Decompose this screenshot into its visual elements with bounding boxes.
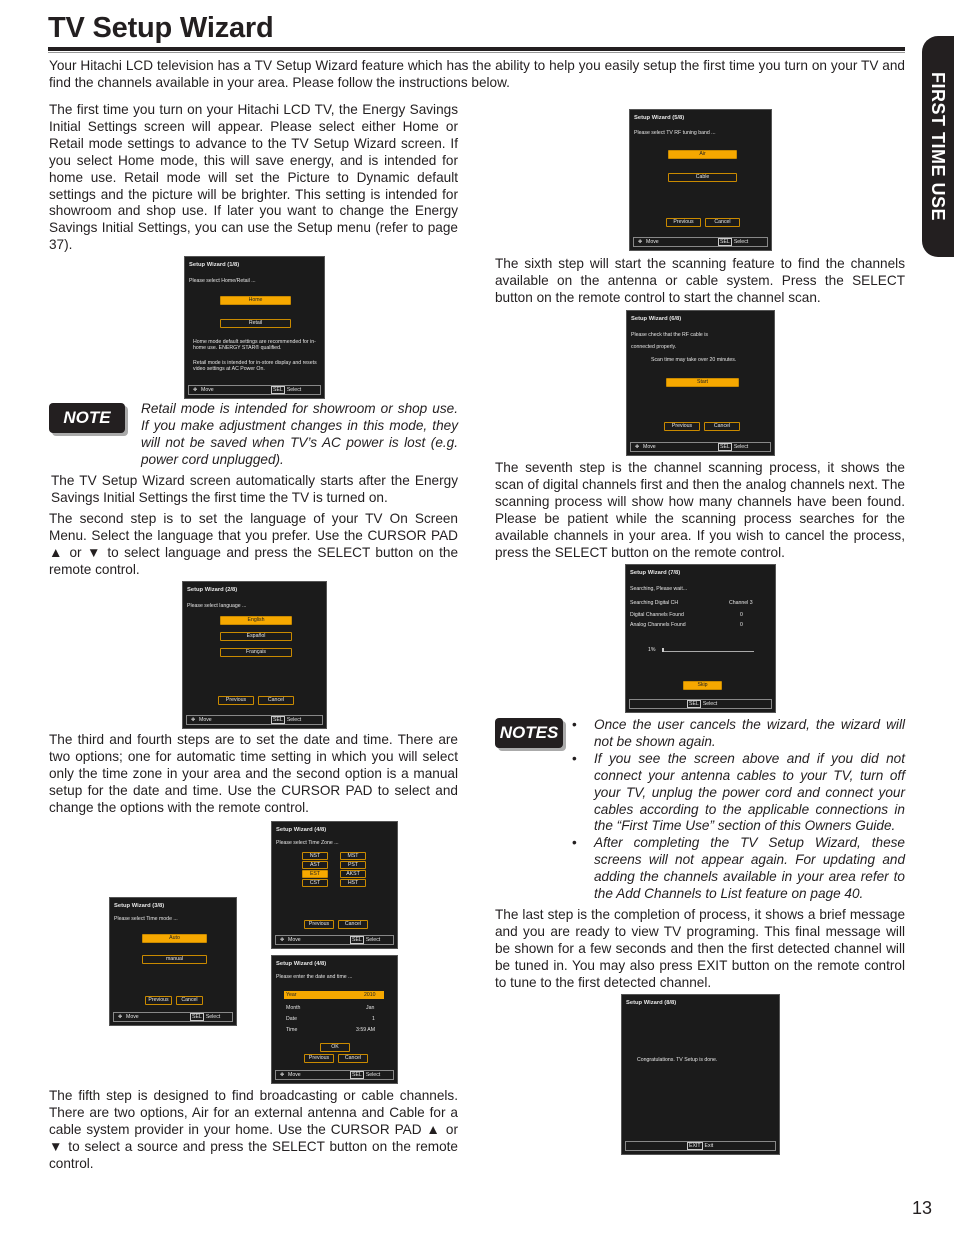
osd-prompt: Searching, Please wait... xyxy=(630,586,688,592)
title-rule xyxy=(48,47,905,51)
osd-screen-step6 xyxy=(626,310,775,456)
notes-badge: NOTES xyxy=(495,718,563,748)
zone-est[interactable]: EST xyxy=(302,870,328,878)
scanning-process-paragraph: The seventh step is the channel scanning process, it shows the scan of digital channels first and then the analog channels next. The scanning process will show how many channels have been found. Please be patient while the scanning process searches for the available channels in your area. If you wish to cancel the process, press the SELECT button on the remote control. xyxy=(495,460,905,560)
manual-option[interactable]: manual xyxy=(142,955,207,964)
sel-key-icon: SEL xyxy=(273,387,283,393)
sel-key-icon: SEL xyxy=(273,717,283,723)
completion-paragraph: The last step is the completion of process, it shows a brief message and you are ready to view TV programing. This final message will be shown for a few seconds and then the first detected channel will be tuned in. You may also press EXIT button on the remote control to tune to the first detected channel. xyxy=(495,907,905,990)
completion-message: Congratulations. TV Setup is done. xyxy=(637,1057,718,1063)
osd-screen-step4-timezone xyxy=(271,821,398,949)
year-value[interactable]: 2010 xyxy=(364,992,376,998)
osd-footer xyxy=(633,237,768,247)
title-rule-shadow xyxy=(48,52,905,53)
sel-key-icon: SEL xyxy=(352,937,362,943)
digital-found-value: 0 xyxy=(740,612,743,618)
sel-key-icon: SEL xyxy=(352,1072,362,1078)
cancel-button[interactable]: Cancel xyxy=(705,218,740,227)
osd-prompt: Please select language ... xyxy=(187,603,247,609)
retail-button[interactable]: Retail xyxy=(220,319,291,328)
digital-found-label: Digital Channels Found xyxy=(630,612,684,618)
month-label: Month xyxy=(286,1005,301,1011)
analog-found-label: Analog Channels Found xyxy=(630,622,686,628)
air-option[interactable]: Air xyxy=(668,150,737,159)
language-paragraph: The second step is to set the language of your TV On Screen Menu. Select the language that you prefer. Use the CURSOR PAD ▲ or ▼ to select language and press the SELECT button on the remote control. xyxy=(49,511,458,577)
sel-key-icon: SEL xyxy=(720,444,730,450)
cancel-button[interactable]: Cancel xyxy=(258,696,294,705)
osd-title: Setup Wizard (3/8) xyxy=(114,903,165,909)
move-hint: Move ✥ xyxy=(638,239,659,245)
exit-hint xyxy=(687,1142,713,1150)
select-label: Select xyxy=(733,239,749,245)
select-hint xyxy=(190,1013,220,1021)
page-title: TV Setup Wizard xyxy=(48,12,274,44)
bullet: • xyxy=(572,750,577,766)
osd-prompt-line2: connected properly. xyxy=(631,344,677,350)
select-hint xyxy=(271,386,301,394)
home-button[interactable]: Home xyxy=(220,296,291,305)
previous-button[interactable]: Previous xyxy=(304,920,334,929)
move-hint: Move ✥ xyxy=(280,937,301,943)
osd-footer xyxy=(275,1070,394,1080)
year-label: Year xyxy=(286,992,297,998)
osd-screen-step2 xyxy=(182,581,327,729)
osd-prompt: Please select Home/Retail ... xyxy=(189,278,256,284)
searching-digital-label: Searching Digital CH xyxy=(630,600,679,606)
osd-prompt: Please enter the date and time ... xyxy=(276,974,353,980)
cable-option[interactable]: Cable xyxy=(668,173,737,182)
progress-track xyxy=(662,648,754,652)
cancel-button[interactable]: Cancel xyxy=(176,996,203,1005)
intro-paragraph: Your Hitachi LCD television has a TV Setup Wizard feature which has the ability to help you easily setup the first time you turn on your TV and find the channels available in your area. Please follow the instructions below. xyxy=(49,58,905,90)
note-item xyxy=(572,717,905,751)
move-hint: Move ✥ xyxy=(193,387,214,393)
select-hint xyxy=(718,238,748,246)
select-hint xyxy=(718,443,748,451)
progress-percent: 1% xyxy=(648,647,656,653)
time-label: Time xyxy=(286,1027,298,1033)
select-label: Select xyxy=(205,1014,221,1020)
cancel-button[interactable]: Cancel xyxy=(704,422,740,431)
espanol-option[interactable]: Español xyxy=(220,632,292,641)
osd-title: Setup Wizard (1/8) xyxy=(189,262,240,268)
note-item xyxy=(572,751,905,836)
osd-screen-step4-datetime xyxy=(271,955,398,1084)
select-label: Select xyxy=(286,387,302,393)
osd-title: Setup Wizard (4/8) xyxy=(276,961,327,967)
exit-key-icon: EXIT xyxy=(689,1143,701,1149)
select-label: Select xyxy=(733,444,749,450)
osd-footer xyxy=(629,699,772,709)
zone-nst[interactable]: NST xyxy=(302,852,328,860)
osd-title: Setup Wizard (4/8) xyxy=(276,827,327,833)
cancel-button[interactable]: Cancel xyxy=(338,1054,368,1063)
searching-digital-value: Channel 3 xyxy=(729,600,753,606)
move-hint: Move ✥ xyxy=(191,717,212,723)
cursor-pad-icon: ✥ xyxy=(638,239,643,245)
move-hint: Move ✥ xyxy=(280,1072,301,1078)
broadcast-paragraph: The fifth step is designed to find broadcasting or cable channels. There are two options, Air for an external antenna and Cable for a cable system provider in your home. Use the CURSOR PAD ▲ or ▼ to select a source and press the SELECT button on the remote control. xyxy=(49,1088,458,1171)
select-hint xyxy=(271,716,301,724)
energy-savings-paragraph: The first time you turn on your Hitachi LCD TV, the Energy Savings Initial Settings screen will appear. Please select either Home or Retail mode settings to advance to the TV Setup Wizard screen. If you select Home mode, this will save energy, and is intended for home use. Retail mode will set the Picture to Dynamic default settings and the picture will be brighter. This setting is intended for showroom and shop use. If later you want to change the Energy Savings Initial Settings, you can use the Setup menu (refer to page 37). xyxy=(49,102,458,253)
analog-found-value: 0 xyxy=(740,622,743,628)
osd-footer xyxy=(188,385,321,395)
note-text: If you see the screen above and if you did not connect your antenna cables to your TV, turn off your TV, unplug the power cord and connect your cables according to the applicable connections in the “First Time Use” section of this Owners Guide. xyxy=(594,750,905,834)
select-hint xyxy=(350,1071,380,1079)
sel-key-icon: SEL xyxy=(192,1014,202,1020)
previous-button[interactable]: Previous xyxy=(145,996,172,1005)
side-tab-label: FIRST TIME USE xyxy=(928,71,948,221)
previous-button[interactable]: Previous xyxy=(304,1054,334,1063)
osd-footer xyxy=(113,1012,233,1022)
osd-title: Setup Wizard (5/8) xyxy=(634,115,685,121)
note-item xyxy=(572,835,905,903)
start-button[interactable]: Start xyxy=(666,378,739,387)
move-hint: Move ✥ xyxy=(118,1014,139,1020)
osd-prompt: Please select Time Zone ... xyxy=(276,840,339,846)
osd-screen-step1 xyxy=(184,256,325,399)
date-value[interactable]: 1 xyxy=(372,1016,375,1022)
time-value[interactable]: 3:59 AM xyxy=(356,1027,376,1033)
sel-key-icon: SEL xyxy=(720,239,730,245)
select-label: Select xyxy=(365,1072,381,1078)
osd-footer xyxy=(630,442,771,452)
osd-scan-time-note: Scan time may take over 20 minutes. xyxy=(651,357,737,363)
page-number: 13 xyxy=(912,1198,933,1218)
select-label: Select xyxy=(365,937,381,943)
osd-title: Setup Wizard (6/8) xyxy=(631,316,682,322)
osd-footer xyxy=(186,715,323,725)
bullet: • xyxy=(572,717,577,732)
osd-screen-step3 xyxy=(109,897,237,1026)
note-text: Retail mode is intended for showroom or shop use. If you make adjustment changes in this mode, they will not be saved when TV’s AC power is lost (e.g. power cord unplugged). xyxy=(141,401,458,467)
select-label: Select xyxy=(286,717,302,723)
home-info-text: Home mode default settings are recommended for in-home use. ENERGY STAR® qualified. xyxy=(193,339,316,352)
previous-button[interactable]: Previous xyxy=(218,696,254,705)
select-hint xyxy=(350,936,380,944)
francais-option[interactable]: Français xyxy=(220,648,292,657)
side-tab xyxy=(922,36,954,257)
cursor-pad-icon: ✥ xyxy=(635,444,640,450)
ok-button[interactable]: OK xyxy=(320,1043,350,1052)
zone-ast[interactable]: AST xyxy=(302,861,328,869)
osd-prompt-line1: Please check that the RF cable is xyxy=(631,332,708,338)
osd-prompt: Please select Time mode ... xyxy=(114,916,178,922)
previous-button[interactable]: Previous xyxy=(666,218,701,227)
cursor-pad-icon: ✥ xyxy=(118,1014,123,1020)
note-text: Once the user cancels the wizard, the wizard will not be shown again. xyxy=(594,717,905,749)
auto-option[interactable]: Auto xyxy=(142,934,207,943)
zone-akst[interactable]: AKST xyxy=(340,870,366,878)
previous-button[interactable]: Previous xyxy=(664,422,700,431)
note-badge: NOTE xyxy=(49,403,125,433)
zone-pst[interactable]: PST xyxy=(340,861,366,869)
notes-list xyxy=(572,717,905,903)
osd-footer xyxy=(625,1141,776,1151)
progress-fill xyxy=(662,648,664,652)
select-hint xyxy=(687,700,717,708)
zone-hst[interactable]: HST xyxy=(340,879,366,887)
cursor-pad-icon: ✥ xyxy=(193,387,198,393)
sel-key-icon: SEL xyxy=(689,701,699,707)
osd-title: Setup Wizard (2/8) xyxy=(187,587,238,593)
retail-info-text: Retail mode is intended for in-store display and resets video settings at AC Power On. xyxy=(193,360,317,373)
channel-scan-paragraph: The sixth step will start the scanning feature to find the channels available on the antenna or cable system. Press the SELECT button on the remote control to start the channel scan. xyxy=(495,256,905,305)
date-label: Date xyxy=(286,1016,297,1022)
osd-prompt: Please select TV RF tuning band ... xyxy=(634,130,716,136)
osd-screen-step7 xyxy=(625,564,776,713)
osd-title: Setup Wizard (7/8) xyxy=(630,570,681,576)
date-time-paragraph: The third and fourth steps are to set the date and time. There are two options; one for automatic time setting in which you will select only the time zone in your area and the second option is a manual setup for the date and time. Use the CURSOR PAD to select and change the options with the remote control. xyxy=(49,732,458,815)
cursor-pad-icon: ✥ xyxy=(191,717,196,723)
osd-footer xyxy=(275,935,394,945)
cursor-pad-icon: ✥ xyxy=(280,937,285,943)
select-label: Select xyxy=(702,701,718,707)
month-value[interactable]: Jan xyxy=(366,1005,375,1011)
osd-title: Setup Wizard (8/8) xyxy=(626,1000,677,1006)
exit-label: Exit xyxy=(704,1143,714,1149)
bullet: • xyxy=(572,835,577,851)
cancel-button[interactable]: Cancel xyxy=(338,920,368,929)
zone-cst[interactable]: CST xyxy=(302,879,328,887)
osd-screen-step5 xyxy=(629,109,772,251)
auto-start-paragraph: The TV Setup Wizard screen automatically starts after the Energy Savings Initial Settings the first time the TV is turned on. xyxy=(51,473,458,505)
skip-button[interactable]: Skip xyxy=(683,681,722,690)
move-hint: Move ✥ xyxy=(635,444,656,450)
cursor-pad-icon: ✥ xyxy=(280,1072,285,1078)
english-option[interactable]: English xyxy=(220,616,292,625)
note-text: After completing the TV Setup Wizard, these screens will not appear again. For updating and adding the channels available in your area refer to the Add Channels to List feature on page 40. xyxy=(594,835,905,902)
osd-screen-step8 xyxy=(621,994,780,1155)
zone-mst[interactable]: MST xyxy=(340,852,366,860)
